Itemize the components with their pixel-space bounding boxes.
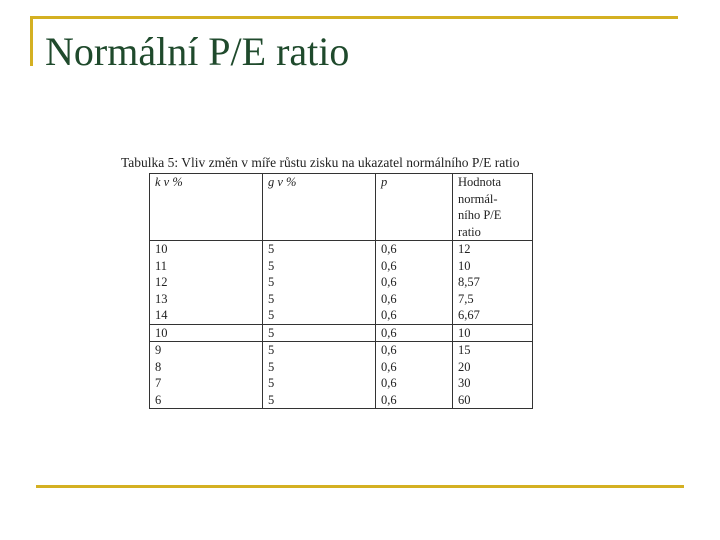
header-pe-line-2: normál-	[458, 191, 498, 206]
cell-g: 5	[263, 375, 376, 392]
cell-p: 0,6	[376, 324, 453, 342]
header-pe-ratio	[453, 174, 533, 241]
cell-k: 7	[150, 375, 263, 392]
table-row	[150, 392, 533, 409]
cell-k: 11	[150, 258, 263, 275]
cell-p: 0,6	[376, 241, 453, 258]
cell-k: 12	[150, 274, 263, 291]
cell-pe: 20	[453, 359, 533, 376]
table-row	[150, 324, 533, 342]
table-row	[150, 375, 533, 392]
table-row	[150, 307, 533, 324]
cell-k: 14	[150, 307, 263, 324]
header-pe-line-1: Hodnota	[458, 175, 502, 189]
cell-pe: 8,57	[453, 274, 533, 291]
cell-k: 10	[150, 241, 263, 258]
slide-title: Normální P/E ratio	[45, 29, 350, 74]
cell-g: 5	[263, 291, 376, 308]
cell-k: 13	[150, 291, 263, 308]
cell-pe: 30	[453, 375, 533, 392]
table-caption: Tabulka 5: Vliv změn v míře růstu zisku na ukazatel normálního P/E ratio	[121, 155, 520, 170]
table-row	[150, 258, 533, 275]
cell-p: 0,6	[376, 375, 453, 392]
cell-p: 0,6	[376, 392, 453, 409]
top-accent-line	[30, 16, 678, 19]
header-pe-line-4: ratio	[458, 224, 481, 239]
cell-pe: 15	[453, 342, 533, 359]
header-g: g v %	[263, 174, 376, 241]
cell-pe: 60	[453, 392, 533, 409]
cell-g: 5	[263, 392, 376, 409]
table-header-row	[150, 174, 533, 241]
cell-pe: 7,5	[453, 291, 533, 308]
cell-g: 5	[263, 274, 376, 291]
table-row	[150, 342, 533, 359]
cell-pe: 10	[453, 324, 533, 342]
cell-g: 5	[263, 359, 376, 376]
cell-p: 0,6	[376, 274, 453, 291]
cell-p: 0,6	[376, 359, 453, 376]
cell-pe: 10	[453, 258, 533, 275]
cell-k: 10	[150, 324, 263, 342]
cell-k: 8	[150, 359, 263, 376]
cell-g: 5	[263, 342, 376, 359]
table-row	[150, 241, 533, 258]
header-k: k v %	[150, 174, 263, 241]
cell-k: 6	[150, 392, 263, 409]
cell-k: 9	[150, 342, 263, 359]
cell-pe: 6,67	[453, 307, 533, 324]
left-accent-line	[30, 16, 33, 66]
cell-p: 0,6	[376, 307, 453, 324]
table-row	[150, 291, 533, 308]
header-pe-line-3: ního P/E	[458, 208, 502, 222]
header-p: p	[376, 174, 453, 241]
cell-p: 0,6	[376, 342, 453, 359]
cell-g: 5	[263, 241, 376, 258]
cell-g: 5	[263, 307, 376, 324]
table-row	[150, 359, 533, 376]
bottom-accent-line	[36, 485, 684, 488]
cell-g: 5	[263, 258, 376, 275]
table-row	[150, 274, 533, 291]
pe-ratio-table	[149, 173, 533, 409]
cell-p: 0,6	[376, 258, 453, 275]
cell-g: 5	[263, 324, 376, 342]
cell-p: 0,6	[376, 291, 453, 308]
cell-pe: 12	[453, 241, 533, 258]
